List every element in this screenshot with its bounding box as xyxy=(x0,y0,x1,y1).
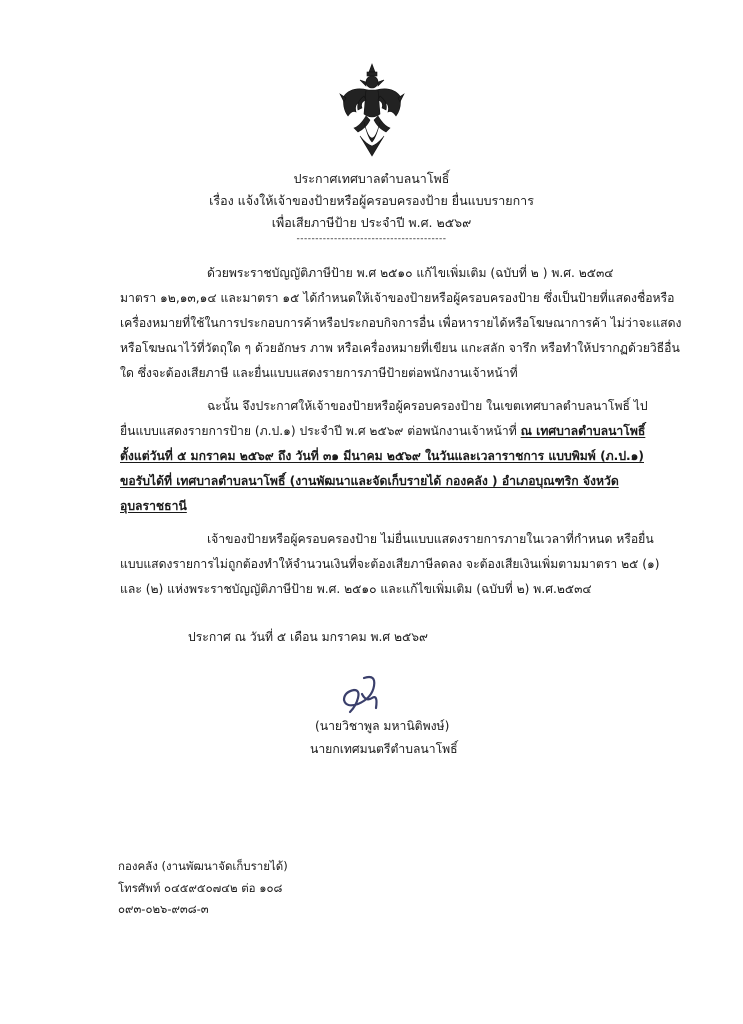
paragraph-2-line-5: อุบลราชธานี xyxy=(120,499,187,513)
footer-department: กองคลัง (งานพัฒนาจัดเก็บรายได้) xyxy=(118,859,288,873)
paragraph-1-line-4: หรือโฆษณาไว้ที่วัตถุใด ๆ ด้วยอักษร ภาพ หรือเครื่องหมายที่เขียน แกะสลัก จารึก หรือทำให้ปรากฏด้วยวิธีอื่น xyxy=(120,341,680,355)
notice-title: ประกาศเทศบาลตำบลนาโพธิ์ xyxy=(293,171,450,186)
handwritten-signature-icon xyxy=(336,672,382,716)
paragraph-3-line-3: และ (๒) แห่งพระราชบัญญัติภาษีป้าย พ.ศ. ๒๕๑๐ และแก้ไขเพิ่มเติม (ฉบับที่ ๒) พ.ศ.๒๕๓๔ xyxy=(120,582,592,596)
paragraph-2-line-4: ขอรับได้ที่ เทศบาลตำบลนาโพธิ์ (งานพัฒนาและจัดเก็บรายได้ กองคลัง ) อำเภอบุณฑริก จังหวัด xyxy=(120,474,619,488)
footer-phone: โทรศัพท์ ๐๔๕๙๕๐๗๔๒ ต่อ ๑๐๘ xyxy=(118,881,283,895)
paragraph-2-line-2 xyxy=(120,422,645,441)
announcement-date: ประกาศ ณ วันที่ ๕ เดือน มกราคม พ.ศ ๒๕๖๙ xyxy=(188,630,428,644)
garuda-emblem-icon xyxy=(338,62,406,158)
paragraph-1-line-1: ด้วยพระราชบัญญัติภาษีป้าย พ.ศ ๒๕๑๐ แก้ไขเพิ่มเติม (ฉบับที่ ๒ ) พ.ศ. ๒๕๓๔ xyxy=(207,266,614,280)
paragraph-2-line-3: ตั้งแต่วันที่ ๕ มกราคม ๒๕๖๙ ถึง วันที่ ๓๑ มีนาคม ๒๕๖๙ ในวันและเวลาราชการ แบบพิมพ์ (ภ.ป.๑) xyxy=(120,449,644,463)
signatory-position: นายกเทศมนตรีตำบลนาโพธิ์ xyxy=(310,742,458,756)
paragraph-3-line-2: แบบแสดงรายการไม่ถูกต้องทำให้จำนวนเงินที่จะต้องเสียภาษีลดลง จะต้องเสียเงินเพิ่มตามมาตรา ๒๕ (๑) xyxy=(120,557,660,571)
paragraph-3-line-1: เจ้าของป้ายหรือผู้ครอบครองป้าย ไม่ยื่นแบบแสดงรายการภายในเวลาที่กำหนด หรือยื่น xyxy=(207,532,654,546)
paragraph-2-line-2-text: ยื่นแบบแสดงรายการป้าย (ภ.ป.๑) ประจำปี พ.ศ ๒๕๖๙ ต่อพนักงานเจ้าหน้าที่ xyxy=(120,424,521,438)
signatory-name: (นายวิชาพูล มหานิติพงษ์) xyxy=(315,719,450,733)
subject-line-1: เรื่อง แจ้งให้เจ้าของป้ายหรือผู้ครอบครองป้าย ยื่นแบบรายการ xyxy=(209,193,534,208)
paragraph-1-line-3: เครื่องหมายที่ใช้ในการประกอบการค้าหรือประกอบกิจการอื่น เพื่อหารายได้หรือโฆษณาการค้า ไม่ว่าจะแสดง xyxy=(120,316,682,330)
subject-line-2: เพื่อเสียภาษีป้าย ประจำปี พ.ศ. ๒๕๖๙ xyxy=(271,215,472,230)
paragraph-1-line-2: มาตรา ๑๒,๑๓,๑๔ และมาตรา ๑๕ ได้กำหนดให้เจ้าของป้ายหรือผู้ครอบครองป้าย ซึ่งเป็นป้ายที่แสดงชื่อหรือ xyxy=(120,291,675,305)
footer-mobile: ๐๙๓-๐๒๖-๙๓๘-๓ xyxy=(118,902,209,916)
paragraph-1-line-5: ใด ซึ่งจะต้องเสียภาษี และยื่นแบบแสดงรายการภาษีป้ายต่อพนักงานเจ้าหน้าที่ xyxy=(120,366,518,380)
paragraph-2-line-1: ฉะนั้น จึงประกาศให้เจ้าของป้ายหรือผู้ครอบครองป้าย ในเขตเทศบาลตำบลนาโพธิ์ ไป xyxy=(207,399,648,413)
header-divider: ---------------------------------------- xyxy=(296,234,447,244)
location-highlight: ณ เทศบาลตำบลนาโพธิ์ xyxy=(520,424,646,438)
